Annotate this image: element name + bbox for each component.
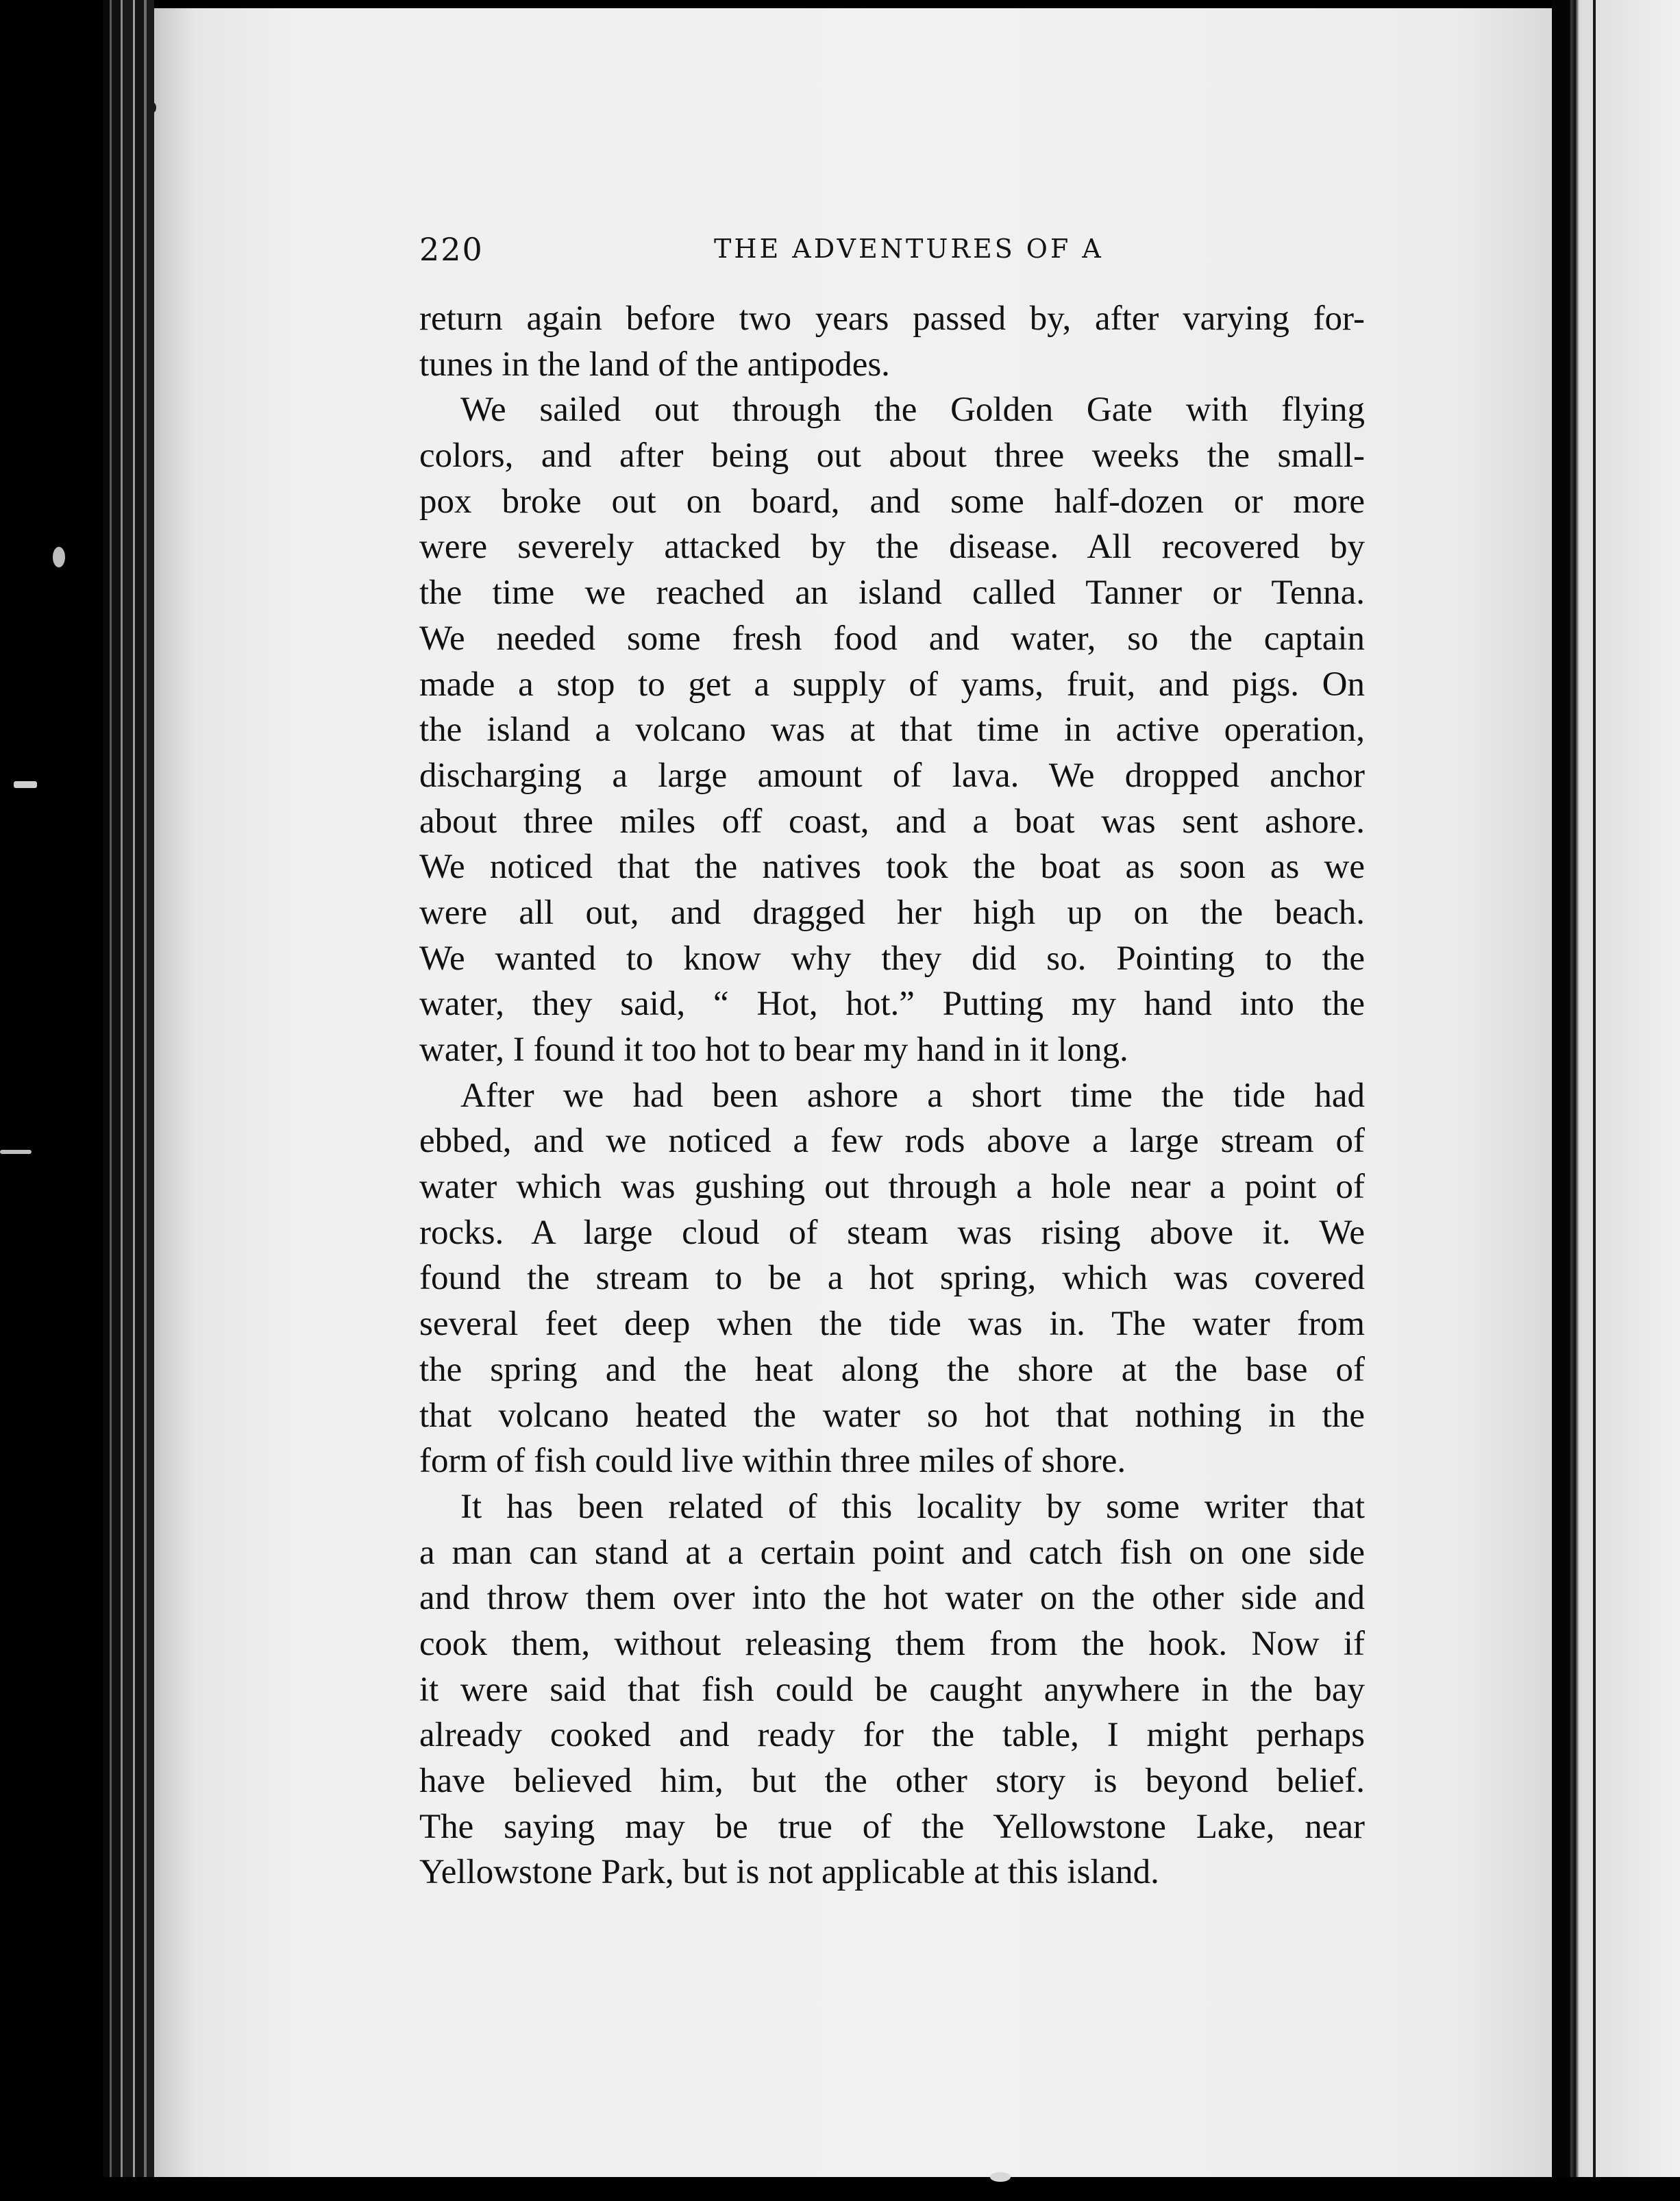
text-line: water, I found it too hot to bear my hand in it long.: [419, 1031, 1128, 1069]
scan-speck: [14, 781, 37, 788]
text-line: the spring and the heat along the shore at the base of: [419, 1350, 1365, 1389]
text-line: rocks. A large cloud of steam was rising above it. We: [419, 1213, 1365, 1252]
book-binding: [103, 0, 154, 2201]
scan-speck: [990, 2172, 1011, 2182]
text-line: After we had been ashore a short time the tide had: [460, 1076, 1365, 1115]
text-line: pox broke out on board, and some half-dozen or more: [419, 482, 1365, 521]
text-line: We noticed that the natives took the boat as soon as we: [419, 848, 1365, 887]
running-title: THE ADVENTURES OF A: [714, 234, 1104, 264]
text-line: discharging a large amount of lava. We dropped anchor: [419, 756, 1365, 795]
text-line: return again before two years passed by, after varying for-: [419, 299, 1365, 338]
text-line: a man can stand at a certain point and catch fish on one side: [419, 1533, 1365, 1572]
text-line: several feet deep when the tide was in. The water from: [419, 1305, 1365, 1344]
facing-page-edge: [1552, 0, 1680, 2201]
scan-speck: [0, 1150, 32, 1154]
text-line: form of fish could live within three miles of shore.: [419, 1442, 1126, 1481]
text-line: the time we reached an island called Tanner or Tenna.: [419, 574, 1365, 613]
text-line: water, they said, “ Hot, hot.” Putting my hand into the: [419, 985, 1365, 1024]
text-line: were all out, and dragged her high up on the beach.: [419, 893, 1365, 932]
scan-speck: [151, 103, 156, 112]
text-line: We sailed out through the Golden Gate with flying: [460, 391, 1365, 430]
page-edge-rule: [1593, 0, 1596, 2201]
text-line: ebbed, and we noticed a few rods above a large stream of: [419, 1122, 1365, 1161]
text-line: made a stop to get a supply of yams, fruit, and pigs. On: [419, 665, 1365, 704]
text-line: were severely attacked by the disease. All recovered by: [419, 528, 1365, 567]
text-line: water which was gushing out through a hole near a point of: [419, 1168, 1365, 1207]
text-line: already cooked and ready for the table, I might perhaps: [419, 1716, 1365, 1755]
text-line: It has been related of this locality by some writer that: [460, 1487, 1365, 1526]
text-line: cook them, without releasing them from the hook. Now if: [419, 1624, 1365, 1663]
text-line: the island a volcano was at that time in active operation,: [419, 711, 1365, 750]
text-line: have believed him, but the other story is beyond belief.: [419, 1762, 1365, 1800]
page-number: 220: [419, 231, 484, 268]
text-line: We wanted to know why they did so. Pointing to the: [419, 939, 1365, 978]
text-line: colors, and after being out about three weeks the small-: [419, 436, 1365, 476]
running-head: [419, 231, 1365, 272]
text-line: about three miles off coast, and a boat was sent ashore.: [419, 802, 1365, 841]
text-line: tunes in the land of the antipodes.: [419, 345, 890, 384]
text-line: Yellowstone Park, but is not applicable at this island.: [419, 1853, 1159, 1892]
text-line: it were said that fish could be caught anywhere in the bay: [419, 1670, 1365, 1709]
scan-speck: [53, 547, 65, 567]
text-line: that volcano heated the water so hot that nothing in the: [419, 1396, 1365, 1435]
text-line: found the stream to be a hot spring, which was covered: [419, 1259, 1365, 1298]
body-text: [419, 296, 1365, 1895]
text-line: We needed some fresh food and water, so the captain: [419, 619, 1365, 658]
text-line: and throw them over into the hot water on the other side and: [419, 1579, 1365, 1618]
text-line: The saying may be true of the Yellowstone Lake, near: [419, 1807, 1365, 1846]
scan-border: [0, 2177, 1680, 2201]
